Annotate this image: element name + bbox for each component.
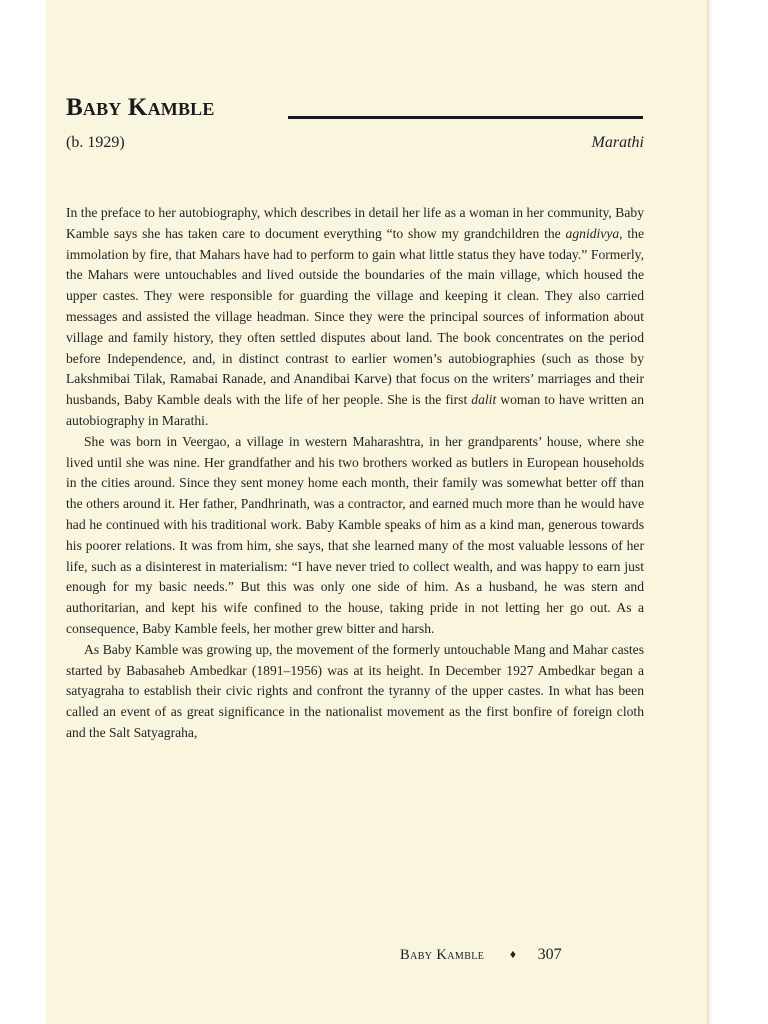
paragraph-3: As Baby Kamble was growing up, the movement of the formerly untouchable Mang and Mahar castes started by Babasaheb Ambedkar (1891–1956) was at its height. In December 1927 Ambedkar began a satyagraha to establish their civic rights and confront the tyranny of the upper castes. In what has been called an event of as great significance in the nationalist movement as the first bonfire of foreign cloth and the Salt Satyagraha, (66, 641, 644, 740)
entry-language: Marathi (591, 134, 644, 151)
running-head: Baby Kamble (400, 947, 485, 963)
body-text (66, 203, 644, 744)
agnidivya-term: agnidivya (565, 225, 620, 241)
paragraph-1-text-b: , the immolation by fire, that Mahars have had to perform to gain what little status they have today.” Formerly, the Mahars were untouchables and lived outside the boundaries of the main village, which housed the upper castes. They were responsible for guarding the village and keeping it clean. They also carried messages and assisted the village headman. Since they were the principal sources of information about village and family history, they often settled disputes about land. The book concentrates on the period before Independence, and, in distinct contrast to earlier women’s autobiographies (such as those by Lakshmibai Tilak, Ramabai Ranade, and Anandibai Karve) that focus on the writers’ marriages and their husbands, Baby Kamble deals with the life of her people. She is the first (66, 225, 644, 408)
page-edge (707, 0, 709, 1024)
entry-header (66, 94, 644, 126)
entry-subheader (66, 134, 644, 158)
paragraph-2: She was born in Veergao, a village in western Maharashtra, in her grandparents’ house, where she lived until she was nine. Her grandfather and his two brothers worked as butlers in European households in the cities around. Since they sent money home each month, their family was somewhat better off than the others around it. Her father, Pandhrinath, was a contractor, and earned much more than he would have had he continued with his traditional work. Baby Kamble speaks of him as a kind man, generous towards his poorer relations. It was from him, she says, that she learned many of the most valuable lessons of her life, such as a disinterest in materialism: “I have never tried to collect wealth, and was happy to earn just enough for my basic needs.” But this was only one side of him. As a husband, he was stern and authoritarian, and kept his wife confined to the house, taking pride in not letting her go out. As a consequence, Baby Kamble feels, her mother grew bitter and harsh. (66, 433, 644, 636)
paragraph-1 (66, 203, 644, 432)
title-rule (288, 116, 643, 119)
page-number: 307 (537, 946, 562, 963)
entry-dates: (b. 1929) (66, 134, 125, 151)
page-footer (400, 946, 562, 964)
entry-title: Baby Kamble (66, 94, 215, 121)
diamond-ornament-icon: ♦ (509, 947, 517, 961)
paragraph-1-text-c: woman to have written an autobiography in Marathi. (66, 392, 644, 428)
paragraph-1-text-a: In the preface to her autobiography, which describes in detail her life as a woman in her community, Baby Kamble says she has taken care to document everything “to show my grandchildren the (66, 205, 644, 241)
dalit-term: dalit (471, 392, 497, 408)
